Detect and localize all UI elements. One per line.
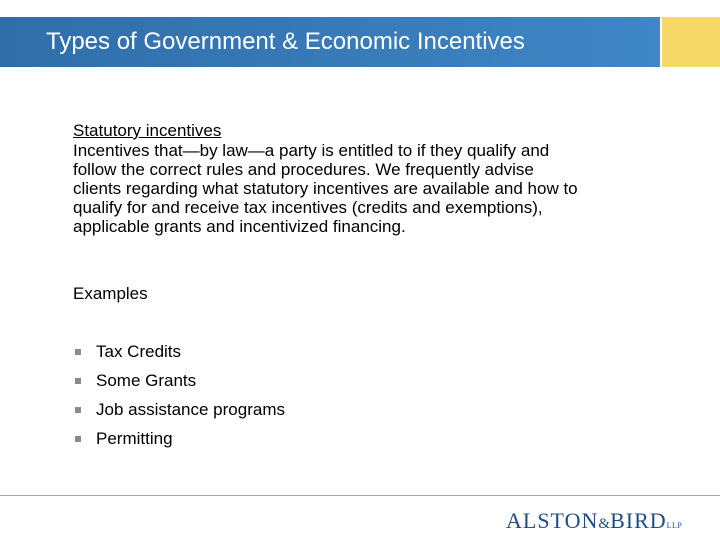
list-item bbox=[73, 399, 285, 428]
description-line: applicable grants and incentivized financing. bbox=[73, 217, 406, 236]
list-item-label: Some Grants bbox=[96, 371, 197, 390]
section-heading: Statutory incentives bbox=[73, 121, 222, 140]
description-line: follow the correct rules and procedures. We frequently advise bbox=[73, 160, 534, 179]
footer-divider bbox=[0, 495, 720, 496]
description-line: Incentives that—by law—a party is entitled to if they qualify and bbox=[73, 141, 550, 160]
square-bullet-icon bbox=[75, 349, 81, 355]
logo-ampersand: & bbox=[598, 516, 611, 532]
example-list bbox=[73, 341, 285, 457]
title-bar bbox=[0, 17, 660, 67]
logo-text-alston: ALSTON bbox=[506, 508, 599, 533]
square-bullet-icon bbox=[75, 407, 81, 413]
square-bullet-icon bbox=[75, 436, 81, 442]
logo-text-bird: BIRD bbox=[610, 508, 667, 533]
description-line: clients regarding what statutory incentives are available and how to bbox=[73, 179, 578, 198]
examples-label: Examples bbox=[73, 284, 148, 303]
company-logo bbox=[506, 508, 682, 534]
list-item bbox=[73, 370, 285, 399]
list-item bbox=[73, 341, 285, 370]
list-item-label: Permitting bbox=[96, 429, 173, 448]
slide-title: Types of Government & Economic Incentives bbox=[46, 28, 525, 55]
description-line: qualify for and receive tax incentives (credits and exemptions), bbox=[73, 198, 543, 217]
accent-box bbox=[662, 17, 720, 67]
content-block bbox=[73, 121, 673, 236]
square-bullet-icon bbox=[75, 378, 81, 384]
list-item bbox=[73, 428, 285, 457]
list-item-label: Tax Credits bbox=[96, 342, 182, 361]
list-item-label: Job assistance programs bbox=[96, 400, 285, 419]
logo-suffix: LLP bbox=[666, 521, 683, 530]
